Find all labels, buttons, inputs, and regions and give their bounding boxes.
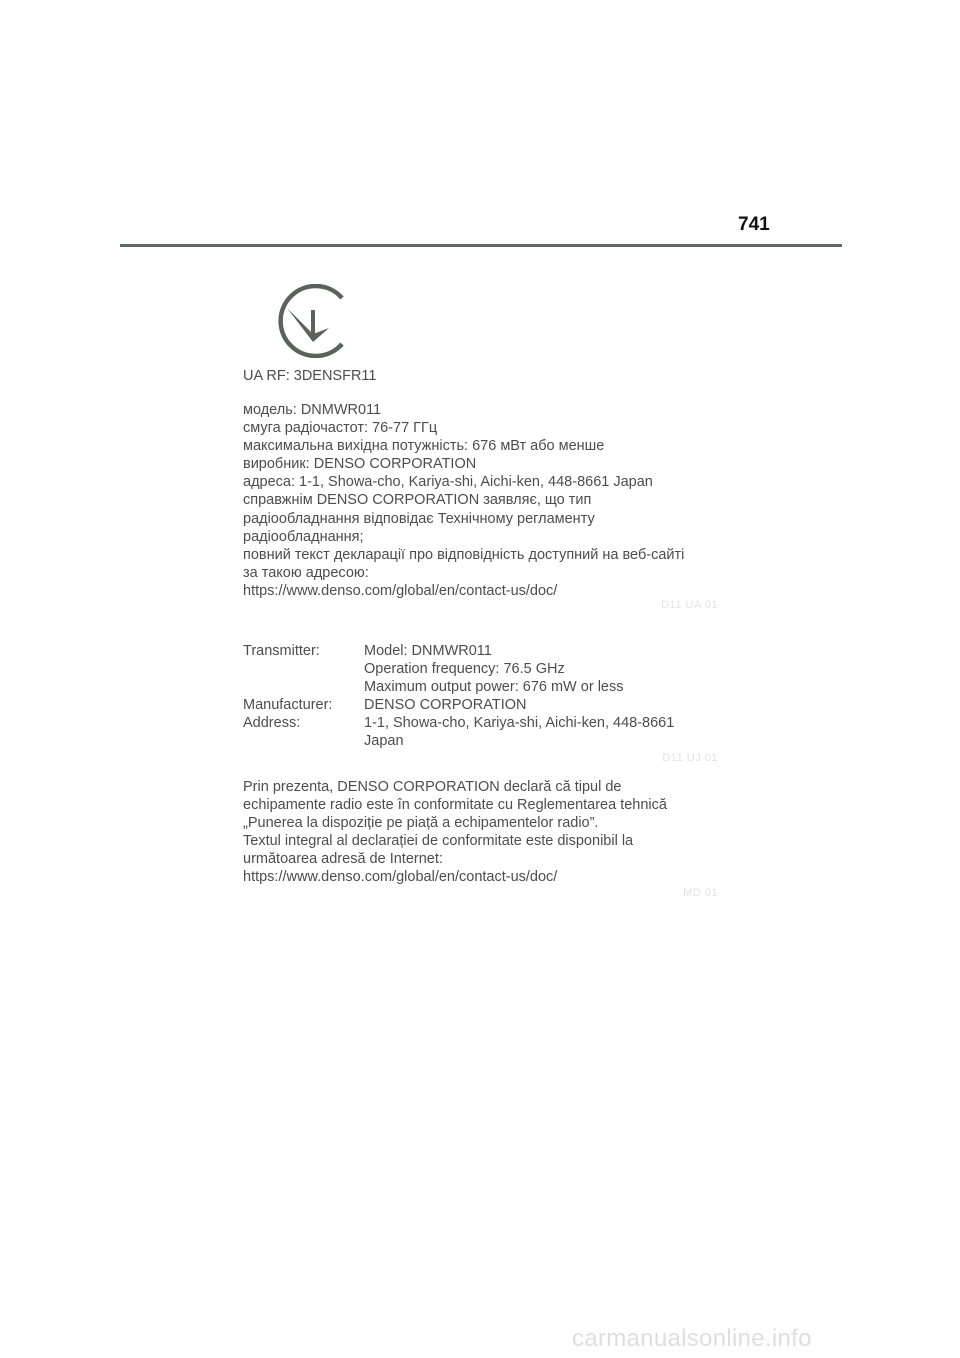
ua-line: радіообладнання;	[243, 528, 364, 545]
ua-url: https://www.denso.com/global/en/contact-us/doc/	[243, 582, 558, 599]
spec-value: Maximum output power: 676 mW or less	[364, 679, 624, 696]
ua-line: повний текст декларації про відповідність доступний на веб-сайті	[243, 546, 685, 563]
ua-line: радіообладнання відповідає Технічному регламенту	[243, 510, 595, 527]
ua-declaration	[243, 401, 684, 600]
ua-line: виробник: DENSO CORPORATION	[243, 456, 477, 473]
transmitter-specs	[243, 642, 674, 751]
ua-line: адреса: 1-1, Showa-cho, Kariya-shi, Aichi-ken, 448-8661 Japan	[243, 474, 653, 491]
spec-label: Transmitter:	[243, 643, 320, 659]
ua-line: максимальна вихідна потужність: 676 мВт або менше	[243, 438, 605, 455]
spec-value: Model: DNMWR011	[364, 643, 492, 659]
ua-line: модель: DNMWR011	[243, 402, 382, 418]
spec-value: Japan	[364, 733, 404, 750]
page-number: 741	[738, 214, 770, 235]
spec-row-manufacturer	[243, 696, 674, 714]
ro-line: următoarea adresă de Internet:	[243, 851, 443, 868]
ro-line: echipamente radio este în conformitate cu Reglementarea tehnică	[243, 797, 667, 814]
ro-url: https://www.denso.com/global/en/contact-us/doc/	[243, 869, 558, 886]
spec-value: DENSO CORPORATION	[364, 697, 527, 714]
ro-section-code: MD 01	[683, 887, 718, 899]
site-watermark: carmanualsonline.info	[572, 1325, 812, 1352]
header-rule	[120, 244, 842, 247]
ro-declaration	[243, 778, 667, 887]
spec-label: Manufacturer:	[243, 697, 333, 714]
ro-line: Prin prezenta, DENSO CORPORATION declară că tipul de	[243, 779, 622, 795]
spec-row-transmitter	[243, 642, 674, 696]
spec-value: Operation frequency: 76.5 GHz	[364, 661, 565, 678]
spec-label: Address:	[243, 715, 301, 732]
ro-line: „Punerea la dispoziție pe piață a echipamentelor radio”.	[243, 815, 599, 832]
ua-line: справжнім DENSO CORPORATION заявляє, що тип	[243, 492, 592, 509]
ua-line: за такою адресою:	[243, 564, 369, 581]
ua-rf-id	[243, 367, 377, 385]
spec-value: 1-1, Showa-cho, Kariya-shi, Aichi-ken, 448-8661	[364, 715, 675, 732]
ukrainian-conformity-mark-icon	[273, 284, 347, 358]
ua-line: смуга радіочастот: 76-77 ГГц	[243, 420, 438, 437]
spec-section-code: D11 UJ 01	[662, 752, 718, 764]
ro-line: Textul integral al declarației de conformitate este disponibil la	[243, 833, 634, 850]
spec-row-address	[243, 714, 674, 750]
ua-rf-text: UA RF: 3DENSFR11	[243, 368, 377, 384]
ua-section-code: D11 UA 01	[661, 599, 718, 611]
